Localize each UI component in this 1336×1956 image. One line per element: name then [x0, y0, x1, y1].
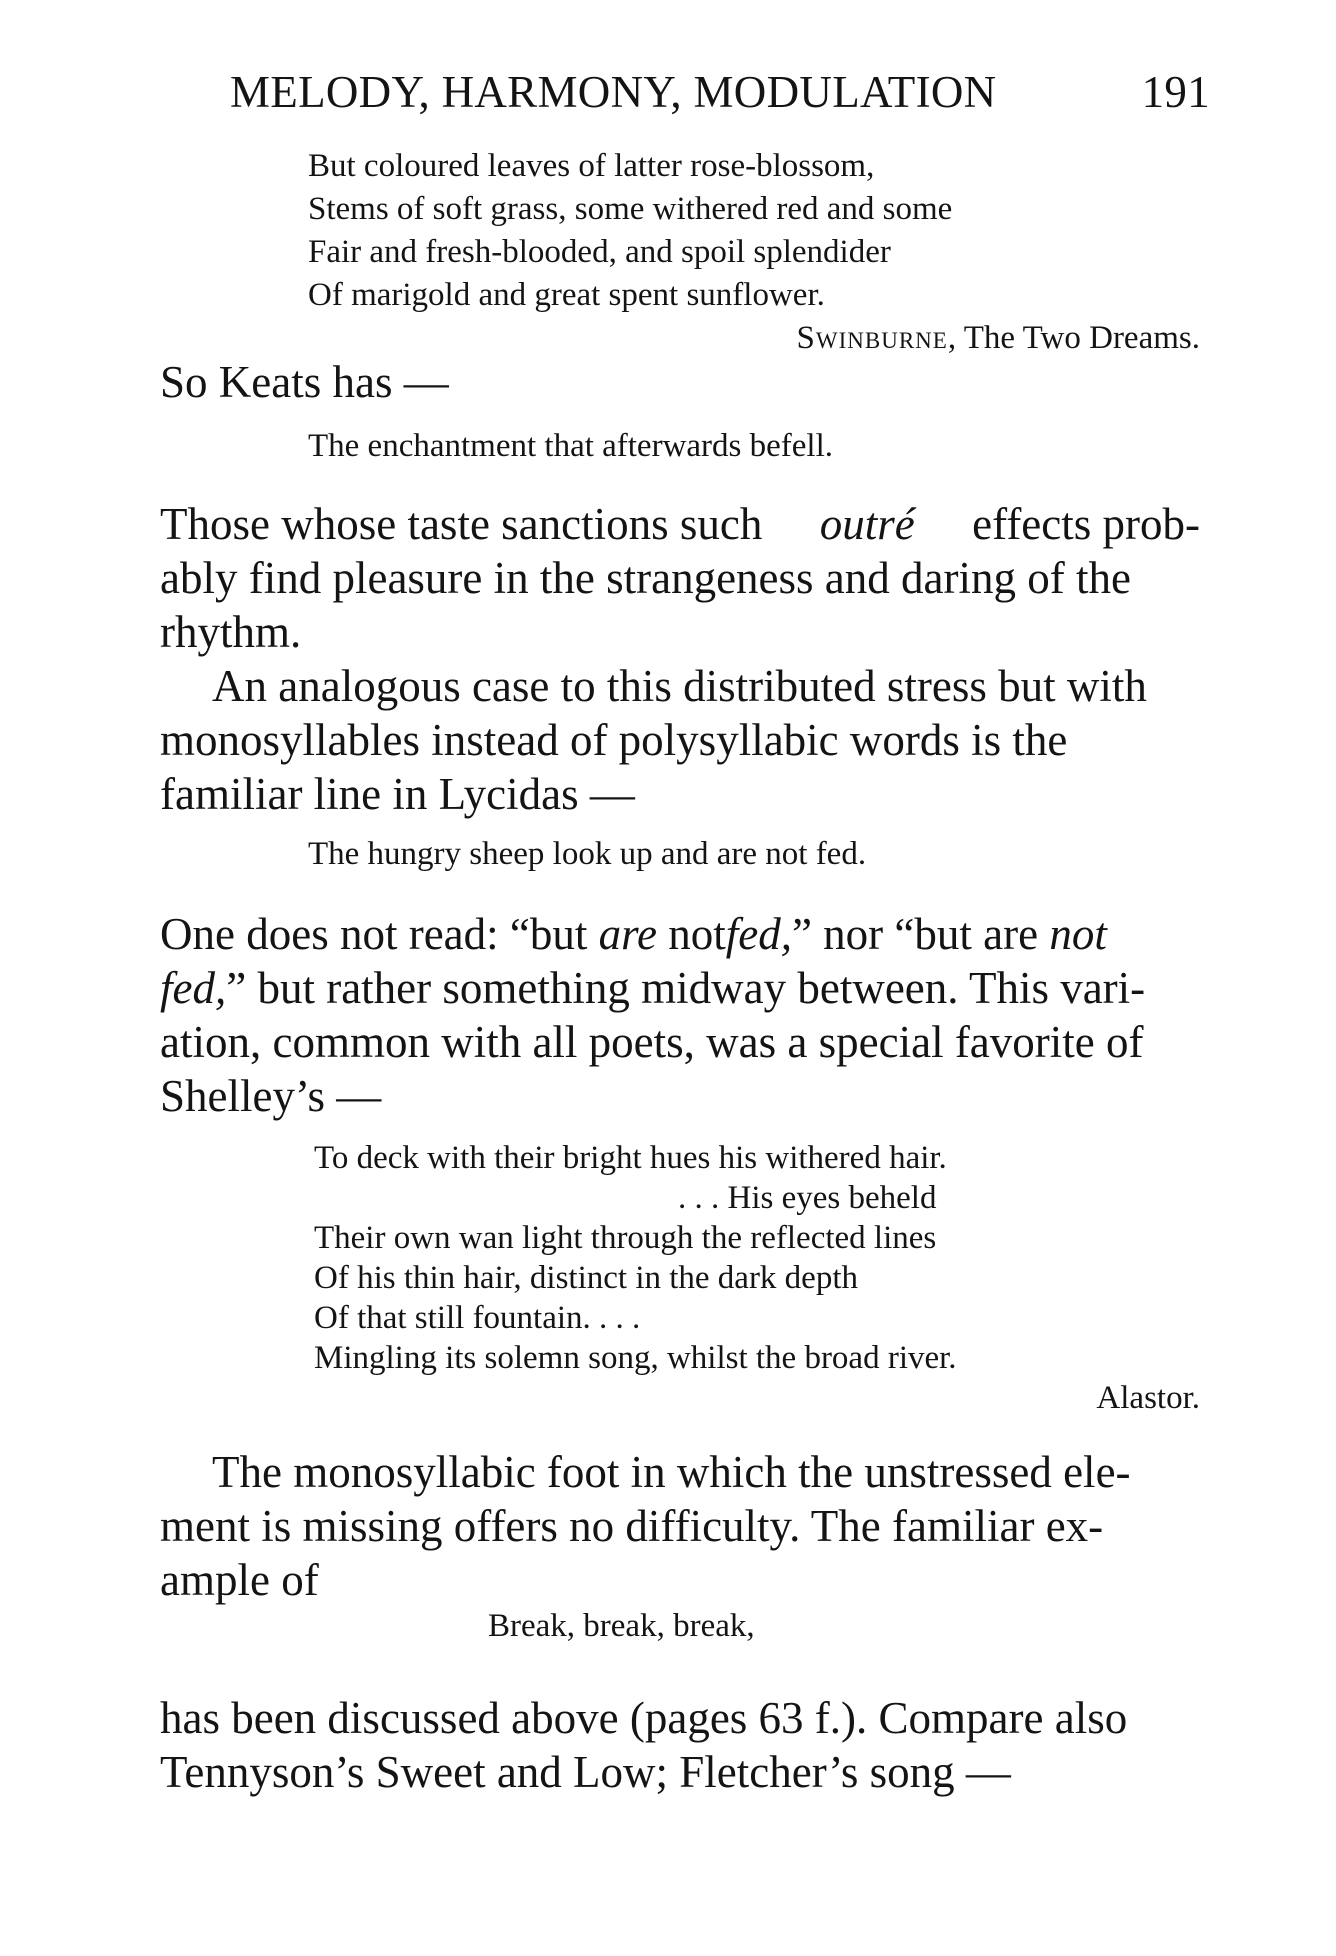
- verse-line: But coloured leaves of latter rose-blossom,: [308, 148, 875, 184]
- italic-term: not: [1049, 909, 1107, 959]
- paragraph-line: An analogous case to this distributed stress but with: [212, 661, 1147, 711]
- verse-line: Mingling its solemn song, whilst the broad river.: [314, 1340, 957, 1376]
- italic-term: fed,: [160, 963, 227, 1013]
- text-run: not: [668, 909, 726, 959]
- verse-line: Stems of soft grass, some withered red and some: [308, 191, 953, 227]
- verse-line: Of that still fountain. . . .: [314, 1300, 641, 1336]
- page-number: 191: [1141, 67, 1210, 117]
- text-run: ” but rather something midway between. This vari-: [226, 963, 1146, 1013]
- paragraph-line: ample of: [160, 1555, 319, 1605]
- paragraph-keats: So Keats has —: [160, 357, 449, 407]
- paragraph-line: [160, 499, 1200, 549]
- running-title: MELODY, HARMONY, MODULATION: [230, 67, 997, 117]
- paragraph-line: has been discussed above (pages 63 f.). Compare also: [160, 1693, 1128, 1743]
- verse-attribution: Alastor.: [1096, 1380, 1200, 1416]
- paragraph-line: ment is missing offers no difficulty. The familiar ex-: [160, 1501, 1104, 1551]
- text-run: One does not read: “but: [160, 909, 588, 959]
- text-run: Those whose taste sanctions such: [160, 499, 763, 549]
- verse-quote-tennyson: Break, break, break,: [488, 1608, 755, 1644]
- paragraph-line: monosyllables instead of polysyllabic words is the: [160, 715, 1068, 765]
- verse-line: . . . His eyes beheld: [678, 1180, 937, 1216]
- paragraph-line: rhythm.: [160, 607, 302, 657]
- attribution-author: Swinburne: [796, 320, 948, 356]
- attribution-work: , The Two Dreams.: [947, 320, 1200, 356]
- verse-line: Of his thin hair, distinct in the dark depth: [314, 1260, 859, 1296]
- paragraph-line: Shelley’s —: [160, 1071, 382, 1121]
- text-run: ” nor “but are: [791, 909, 1039, 959]
- verse-quote-keats: The enchantment that afterwards befell.: [308, 428, 834, 464]
- paragraph-line: Tennyson’s Sweet and Low; Fletcher’s song —: [160, 1747, 1011, 1797]
- paragraph-line: ably find pleasure in the strangeness and daring of the: [160, 553, 1131, 603]
- verse-line: Of marigold and great spent sunflower.: [308, 277, 825, 313]
- text-run: effects prob-: [972, 499, 1200, 549]
- paragraph-line: [160, 963, 1146, 1013]
- verse-line: To deck with their bright hues his withered hair.: [314, 1140, 947, 1176]
- verse-line: Their own wan light through the reflected lines: [314, 1220, 937, 1256]
- paragraph-line: The monosyllabic foot in which the unstressed ele-: [212, 1447, 1131, 1497]
- verse-quote-lycidas: The hungry sheep look up and are not fed.: [308, 836, 867, 872]
- running-header: [230, 66, 1230, 126]
- italic-term: fed,: [725, 909, 792, 959]
- paragraph-line: ation, common with all poets, was a special favorite of: [160, 1017, 1144, 1067]
- verse-attribution: [797, 322, 1200, 355]
- paragraph-line: [160, 909, 1107, 959]
- verse-line: Fair and fresh-blooded, and spoil splendider: [308, 234, 891, 270]
- italic-term: outré: [819, 499, 915, 549]
- italic-term: are: [598, 909, 657, 959]
- paragraph-line: familiar line in Lycidas —: [160, 769, 635, 819]
